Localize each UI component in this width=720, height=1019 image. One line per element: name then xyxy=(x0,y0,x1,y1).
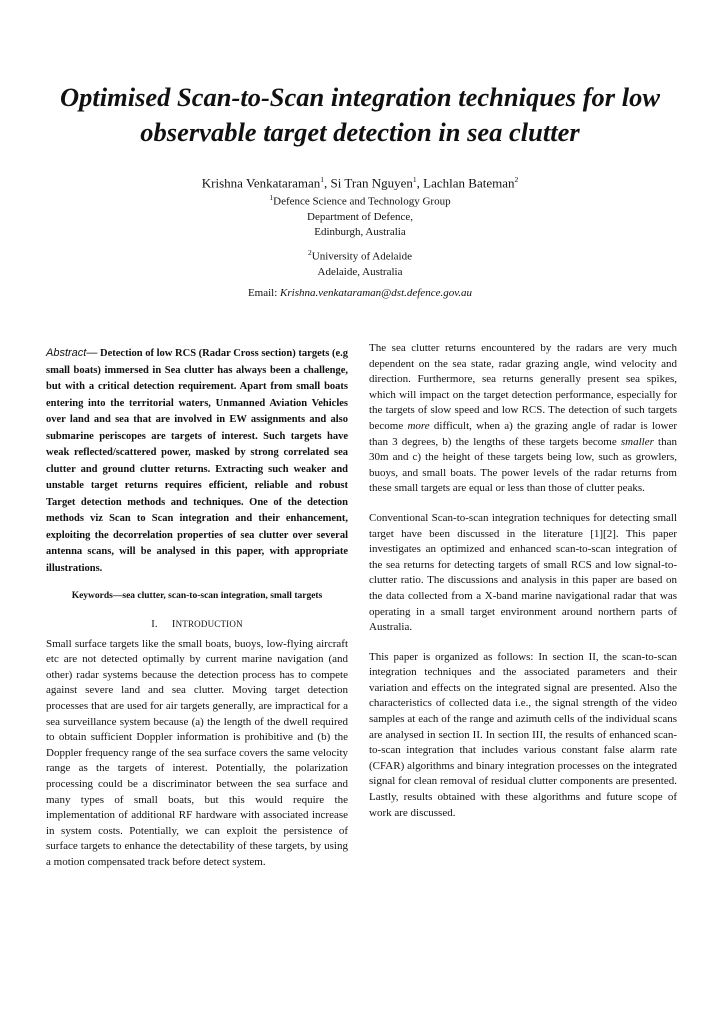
author-separator: , xyxy=(324,175,331,191)
right-column xyxy=(369,341,677,821)
paragraph-text: difficult, when a) the grazing angle of radar is lower than 3 degrees, b) the lengths of these targets become xyxy=(369,419,677,448)
affiliation-2 xyxy=(0,245,720,280)
body-paragraph xyxy=(369,341,677,497)
author-name: Lachlan Bateman xyxy=(423,175,515,191)
affiliation-marker: 2 xyxy=(514,175,519,184)
author-list xyxy=(0,172,720,191)
affiliation-org: University of Adelaide xyxy=(311,250,412,263)
emphasis: smaller xyxy=(620,435,654,448)
body-paragraph: This paper is organized as follows: In section II, the scan-to-scan integration techniques and the associated parameters and their variation and effects on the integrated signal are presented. Also the characteristics of collected data i.e., the signal strength of the video samples at each of the range and azimuth cells of the individual scans are analysed in section II. In section III, the results of enhanced scan-to-scan integration that includes various constant false alarm rate (CFAR) algorithms and binary integration processes on the integrated signal for clean removal of residual clutter components are presented. Lastly, results obtained with these algorithms and future scope of work are discussed. xyxy=(369,650,677,819)
introduction-paragraph: Small surface targets like the small boats, buoys, low-flying aircraft etc are not detected optimally by current marine navigation (and other) radar systems because the detection process has to compete against severe land and sea clutter. Moving target detection processes that are used for air targets generally, are impractical for a sea surveillance system because (a) the length of the dwell required to obtain sufficient Doppler information is prohibitive and (b) the Doppler frequency range of the sea surface covers the same velocity range as the targets of interest. Potentially, the polarization processing could be a discriminator between the sea surface and many types of small boats, but this would require the implementation of additional RF hardware with associated increase in system costs. Potentially, we can exploit the persistence of surface targets to enhance the detectability of these targets, by using a motion compensated track before detect system. xyxy=(46,637,348,868)
affiliation-1 xyxy=(0,190,720,240)
affiliation-line: Department of Defence, xyxy=(307,210,413,223)
affiliation-marker: 1 xyxy=(412,175,417,184)
affiliation-marker: 2 xyxy=(308,248,312,257)
left-column xyxy=(46,345,348,871)
paper-title: Optimised Scan-to-Scan integration techniques for low observable target detection in sea clutter xyxy=(60,82,660,147)
paragraph-text: The sea clutter returns encountered by the radars are very much dependent on the sea state, radar grazing angle, wind velocity and direction. Furthermore, sea returns generally present sea spikes, which will impact on the target detection performance, especially for the targets of slow speed and low RCS. The detection of such targets become xyxy=(369,342,677,432)
affiliation-org: Defence Science and Technology Group xyxy=(273,195,451,208)
section-title-initial: I xyxy=(171,619,176,630)
abstract xyxy=(46,345,348,577)
body-paragraph: Conventional Scan-to-scan integration techniques for detecting small target have been discussed in the literature [1][2]. This paper investigates an optimized and enhanced scan-to-scan integration of the sea returns for detecting targets of small RCS and low signal-to-clutter ratio. The discussions and analysis in this paper are based on the data collected from a X-band marine navigational radar that was operating in a small target environment around northern parts of Australia. xyxy=(369,511,677,634)
emphasis: more xyxy=(407,419,430,432)
paragraph-text: than 30m and c) the height of these targets being low, such as growlers, buoys, and small boats. The power levels of the radar returns from these small targets are equal or less than those of clutter peaks. xyxy=(369,435,677,495)
section-title-rest: NTRODUCTION xyxy=(175,619,243,629)
affiliation-line: Adelaide, Australia xyxy=(317,265,403,278)
affiliation-marker: 1 xyxy=(269,193,274,202)
abstract-text: Detection of low RCS (Radar Cross section) targets (e.g small boats) immersed in Sea clutter has always been a challenge, but with a critical detection requirement. Apart from small boats entering into the territorial waters, Unmanned Aviation Vehicles over land and sea that are involved in EW assignments and also submarine periscopes are targets of interest. Such targets have weak reflected/scattered power, masked by strong correlated sea clutter and ground clutter returns. Extracting such weaker and unstable target returns requires efficient, reliable and robust Target detection methods and techniques. One of the detection methods viz Scan to Scan integration and their enhancement, exploiting the decorrelation properties of sea clutter over several antenna scans, will be analysed in this paper, with appropriate illustrations. xyxy=(46,348,348,574)
affiliation-line: Edinburgh, Australia xyxy=(314,225,406,238)
contact-email xyxy=(0,286,720,301)
email-label: Email: xyxy=(247,287,281,299)
author-separator: , xyxy=(416,175,424,191)
section-heading-introduction xyxy=(46,617,348,633)
email-address[interactable]: Krishna.venkataraman@dst.defence.gov.au xyxy=(280,287,473,299)
affiliation-line xyxy=(0,245,720,265)
author-name: Si Tran Nguyen xyxy=(330,175,413,191)
author-name: Krishna Venkataraman xyxy=(201,175,321,191)
affiliation-line xyxy=(0,190,720,210)
affiliation-marker: 1 xyxy=(320,175,325,184)
section-number: I. xyxy=(151,619,158,630)
abstract-label: Abstract— xyxy=(46,347,98,359)
keywords: Keywords—sea clutter, scan-to-scan integration, small targets xyxy=(71,591,323,601)
